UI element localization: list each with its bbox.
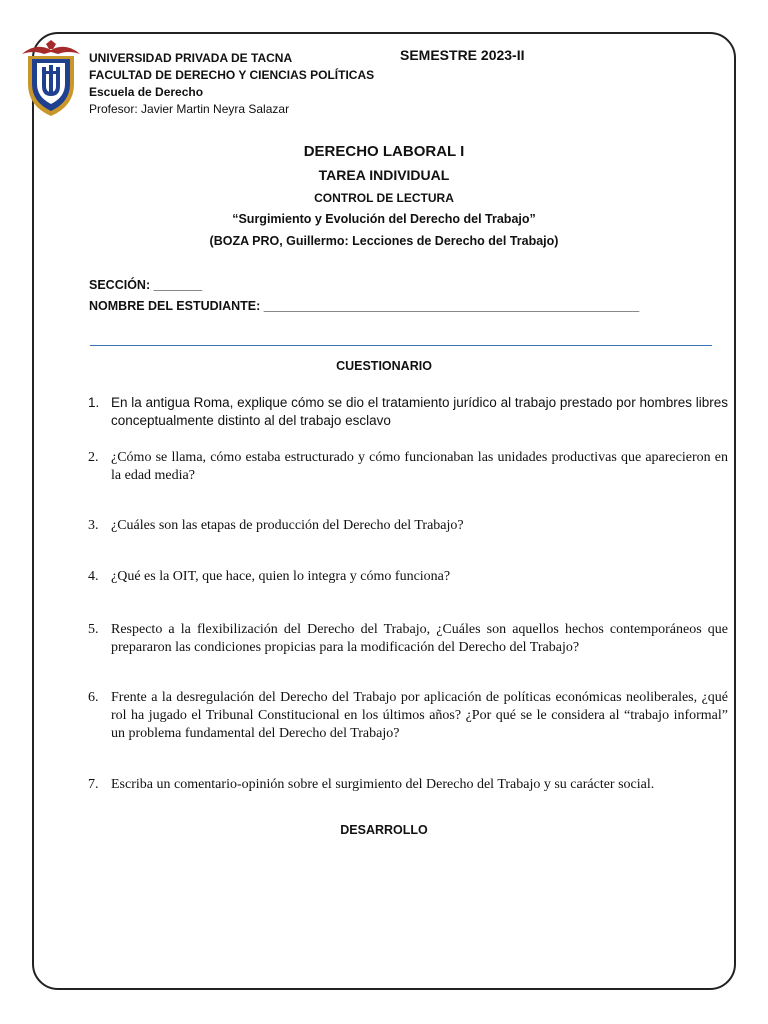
development-heading: DESARROLLO [340, 823, 428, 837]
section-field: SECCIÓN: _______ [89, 278, 203, 292]
question-text: ¿Cómo se llama, cómo estaba estructurado y cómo funcionaban las unidades productivas que aparecieron en la edad media? [111, 450, 728, 483]
assignment-type: TAREA INDIVIDUAL [318, 167, 450, 183]
reading-title: “Surgimiento y Evolución del Derecho del Trabajo” [232, 212, 536, 226]
reading-source: (BOZA PRO, Guillermo: Lecciones de Derecho del Trabajo) [209, 234, 559, 248]
faculty-name: FACULTAD DE DERECHO Y CIENCIAS POLÍTICAS [89, 68, 375, 82]
professor-name: Profesor: Javier Martin Neyra Salazar [89, 102, 290, 116]
question-text: Respecto a la flexibilización del Derecho del Trabajo, ¿Cuáles son aquellos hechos contemporáneos que prepararon las condiciones propicias para la modificación del Derecho del Trabajo? [111, 622, 728, 655]
question-item [88, 568, 728, 586]
university-name: UNIVERSIDAD PRIVADA DE TACNA [89, 51, 293, 65]
question-number: 6. [88, 690, 99, 705]
questionnaire-heading: CUESTIONARIO [336, 359, 432, 373]
question-number: 4. [88, 569, 99, 584]
question-text: ¿Cuáles son las etapas de producción del Derecho del Trabajo? [111, 518, 464, 533]
question-item [88, 517, 728, 535]
university-logo [18, 40, 84, 120]
course-title: DERECHO LABORAL I [303, 143, 465, 160]
question-item [88, 394, 728, 430]
divider-line [90, 345, 712, 346]
question-item [88, 689, 728, 743]
student-name-field: NOMBRE DEL ESTUDIANTE: ______________________________________________________ [89, 299, 640, 313]
question-number: 5. [88, 622, 99, 637]
question-text: Escriba un comentario-opinión sobre el surgimiento del Derecho del Trabajo y su carácter social. [111, 777, 655, 792]
question-text: Frente a la desregulación del Derecho del Trabajo por aplicación de políticas económicas neoliberales, ¿qué rol ha jugado el Tribunal Constitucional en los últimos años? ¿Por qué se le considera al “trabajo informal” un problema fundamental del Derecho del Trabajo? [111, 690, 728, 741]
question-number: 2. [88, 450, 99, 465]
question-number: 7. [88, 777, 99, 792]
question-item [88, 621, 728, 657]
question-item [88, 776, 728, 794]
question-number: 3. [88, 518, 99, 533]
question-item [88, 449, 728, 485]
semester-label: SEMESTRE 2023-II [400, 47, 525, 63]
question-text: ¿Qué es la OIT, que hace, quien lo integra y cómo funciona? [111, 569, 451, 584]
question-text: En la antigua Roma, explique cómo se dio el tratamiento jurídico al trabajo prestado por hombres libres conceptualmente distinto al del trabajo esclavo [111, 395, 728, 428]
question-number: 1. [88, 395, 100, 410]
school-name: Escuela de Derecho [89, 85, 204, 99]
control-label: CONTROL DE LECTURA [314, 191, 454, 205]
